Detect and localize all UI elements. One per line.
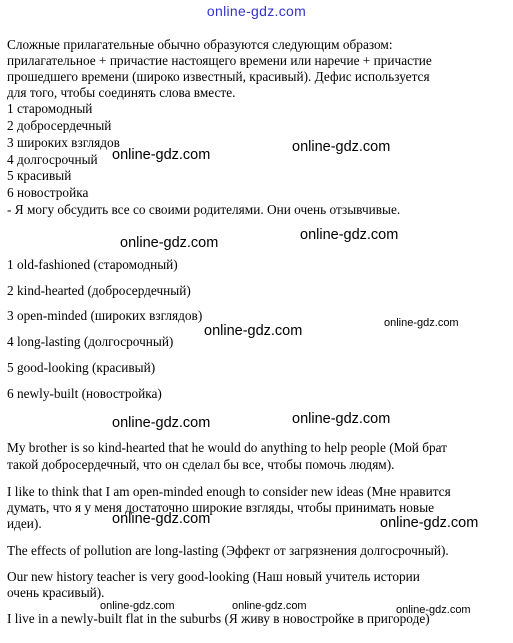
watermark: online-gdz.com (112, 415, 211, 431)
en-list-item: 2 kind-hearted (добросердечный) (7, 283, 191, 298)
intro-line-2: прилагательное + причастие настоящего времени или наречие + причастие (7, 53, 432, 68)
en-list-item: 5 good-looking (красивый) (7, 360, 156, 375)
watermark: online-gdz.com (100, 600, 175, 612)
sentence-2-line-1: I like to think that I am open-minded enough to consider new ideas (Мне нравится (7, 484, 451, 499)
en-list-item: 1 old-fashioned (старомодный) (7, 257, 178, 272)
sentence-2-line-2: думать, что я у меня достаточно широкие взгляды, чтобы принимать новые (7, 500, 435, 515)
ru-list-item: 2 добросердечный (7, 118, 112, 133)
ru-list-item: 4 долгосрочный (7, 152, 98, 167)
watermark: online-gdz.com (112, 147, 211, 163)
watermark: online-gdz.com (384, 317, 459, 329)
sentence-4-line-2: очень красивый). (7, 585, 105, 600)
watermark: online-gdz.com (300, 227, 399, 243)
ru-list-item: 5 красивый (7, 168, 72, 183)
header-watermark: online-gdz.com (206, 3, 307, 19)
ru-list-item: 3 широких взглядов (7, 135, 120, 150)
sentence-5: I live in a newly-built flat in the suburbs (Я живу в новостройке в пригороде) (7, 611, 430, 626)
intro-line-1: Сложные прилагательные обычно образуются следующим образом: (7, 37, 393, 52)
intro-line-4: для того, чтобы соединять слова вместе. (7, 85, 236, 100)
sentence-2-line-3: идеи). (7, 516, 42, 531)
sentence-1-line-1: My brother is so kind-hearted that he would do anything to help people (Мой брат (7, 440, 447, 455)
sentence-3: The effects of pollution are long-lasting (Эффект от загрязнения долгосрочный). (7, 543, 449, 558)
en-list-item: 3 open-minded (широких взглядов) (7, 308, 203, 323)
en-list-item: 4 long-lasting (долгосрочный) (7, 334, 174, 349)
watermark: online-gdz.com (112, 511, 211, 527)
ru-note: - Я могу обсудить все со своими родителями. Они очень отзывчивые. (7, 202, 401, 217)
watermark: online-gdz.com (292, 411, 391, 427)
en-list-item: 6 newly-built (новостройка) (7, 386, 162, 401)
watermark: online-gdz.com (380, 515, 479, 531)
sentence-4-line-1: Our new history teacher is very good-looking (Наш новый учитель истории (7, 569, 420, 584)
intro-line-3: прошедшего времени (широко известный, красивый). Дефис используется (7, 69, 430, 84)
watermark: online-gdz.com (292, 139, 391, 155)
watermark: online-gdz.com (232, 600, 307, 612)
watermark: online-gdz.com (396, 604, 471, 616)
sentence-1-line-2: такой добросердечный, что он сделал бы все, чтобы помочь людям). (7, 457, 395, 472)
ru-list-item: 6 новостройка (7, 185, 89, 200)
watermark: online-gdz.com (204, 323, 303, 339)
ru-list-item: 1 старомодный (7, 101, 93, 116)
watermark: online-gdz.com (120, 235, 219, 251)
